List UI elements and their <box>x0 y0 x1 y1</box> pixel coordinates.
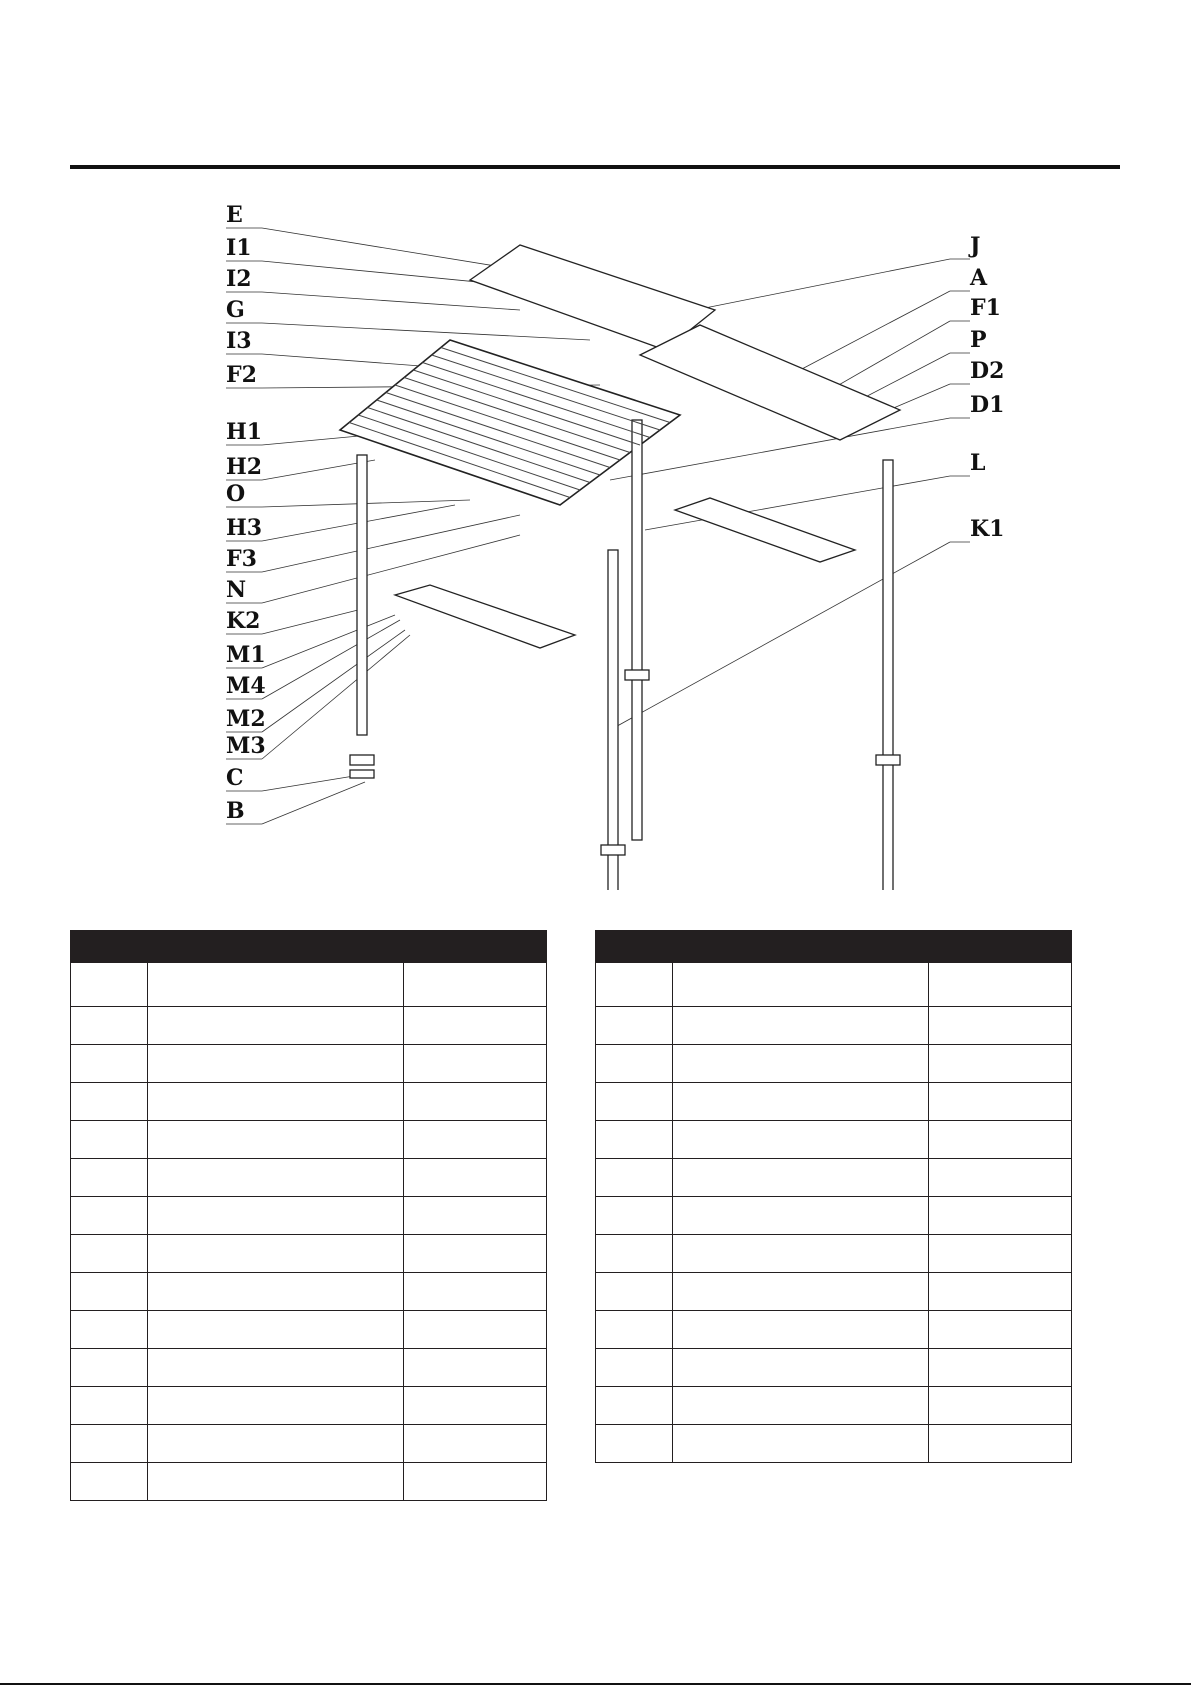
table-cell <box>673 1045 929 1083</box>
part-label: I1 <box>226 235 252 261</box>
table-cell <box>596 1045 673 1083</box>
table-cell <box>148 1311 404 1349</box>
table-cell <box>596 1159 673 1197</box>
leader-line <box>262 323 590 340</box>
table-cell <box>929 1235 1072 1273</box>
table-cell <box>148 1425 404 1463</box>
table-row <box>596 1159 1072 1197</box>
table-row <box>71 1159 547 1197</box>
table-cell <box>71 1463 148 1501</box>
part-label: L <box>970 450 986 476</box>
leader-line <box>610 542 950 730</box>
table-cell <box>929 1349 1072 1387</box>
table-cell <box>596 1235 673 1273</box>
part-label: E <box>226 202 243 228</box>
table-cell <box>148 1387 404 1425</box>
table-row <box>596 1197 1072 1235</box>
table-cell <box>404 1311 547 1349</box>
part-label: F2 <box>226 362 257 388</box>
table-cell <box>71 1425 148 1463</box>
table-cell <box>404 1387 547 1425</box>
table-cell <box>673 1121 929 1159</box>
parts-table-right <box>595 930 1072 1463</box>
leader-line <box>262 435 370 445</box>
table-row <box>596 1425 1072 1463</box>
table-cell <box>71 963 148 1007</box>
table-cell <box>404 1121 547 1159</box>
part-label: B <box>226 798 245 824</box>
table-cell <box>673 963 929 1007</box>
leader-line <box>262 292 520 310</box>
table-row <box>596 1121 1072 1159</box>
table-row <box>71 1045 547 1083</box>
leader-line <box>262 515 520 572</box>
table-cell <box>929 1159 1072 1197</box>
table-cell <box>71 1007 148 1045</box>
part-label: G <box>226 297 245 323</box>
table-cell <box>71 1121 148 1159</box>
table-row <box>596 1311 1072 1349</box>
part-label: D1 <box>970 392 1005 418</box>
table-row <box>71 1121 547 1159</box>
header-cell <box>404 931 547 963</box>
table-cell <box>71 1235 148 1273</box>
table-cell <box>148 1235 404 1273</box>
table-cell <box>596 1311 673 1349</box>
table-cell <box>404 1349 547 1387</box>
part-label: O <box>226 481 246 507</box>
table-row <box>596 1349 1072 1387</box>
table-cell <box>148 1463 404 1501</box>
table-cell <box>148 1197 404 1235</box>
table-row <box>596 1235 1072 1273</box>
table-cell <box>596 1349 673 1387</box>
table-cell <box>71 1083 148 1121</box>
leader-line <box>262 775 360 791</box>
table-cell <box>596 1273 673 1311</box>
part-label: I3 <box>226 328 252 354</box>
table-cell <box>71 1273 148 1311</box>
table-cell <box>596 1121 673 1159</box>
table-cell <box>673 1425 929 1463</box>
table-row <box>71 1349 547 1387</box>
table-row <box>596 1045 1072 1083</box>
table-cell <box>404 1235 547 1273</box>
part-label: D2 <box>970 358 1005 384</box>
table-cell <box>71 1349 148 1387</box>
table-cell <box>929 1083 1072 1121</box>
table-row <box>71 1007 547 1045</box>
table-cell <box>404 963 547 1007</box>
table-row <box>71 1235 547 1273</box>
table-cell <box>71 1197 148 1235</box>
table-cell <box>71 1159 148 1197</box>
part-label: I2 <box>226 266 252 292</box>
table-cell <box>929 1387 1072 1425</box>
table-row <box>71 1273 547 1311</box>
table-cell <box>404 1197 547 1235</box>
table-cell <box>148 1121 404 1159</box>
table-cell <box>929 1007 1072 1045</box>
exploded-assembly-diagram <box>0 190 1191 890</box>
table-row <box>71 963 547 1007</box>
leader-line <box>262 615 395 668</box>
table-cell <box>404 1159 547 1197</box>
table-cell <box>148 1273 404 1311</box>
table-row <box>71 1083 547 1121</box>
table-row <box>71 1197 547 1235</box>
table-cell <box>404 1045 547 1083</box>
table-cell <box>596 1387 673 1425</box>
table-cell <box>148 1349 404 1387</box>
table-cell <box>71 1045 148 1083</box>
table-cell <box>673 1083 929 1121</box>
table-cell <box>596 1425 673 1463</box>
table-cell <box>71 1387 148 1425</box>
part-label: N <box>226 577 247 603</box>
header-cell <box>596 931 673 963</box>
header-cell <box>929 931 1072 963</box>
part-label: H2 <box>226 454 263 480</box>
table-cell <box>148 1007 404 1045</box>
table-cell <box>929 1121 1072 1159</box>
table-row <box>71 1425 547 1463</box>
table-cell <box>673 1007 929 1045</box>
leader-line <box>262 535 520 603</box>
table-cell <box>404 1425 547 1463</box>
leader-line <box>262 635 410 759</box>
table-cell <box>673 1273 929 1311</box>
header-rule <box>70 165 1120 169</box>
header-cell <box>71 931 148 963</box>
table-cell <box>929 1311 1072 1349</box>
table-cell <box>929 1197 1072 1235</box>
part-label: M4 <box>226 673 266 699</box>
table-cell <box>596 1083 673 1121</box>
table-cell <box>929 1273 1072 1311</box>
table-header-row <box>596 931 1072 963</box>
header-cell <box>148 931 404 963</box>
table-cell <box>673 1349 929 1387</box>
table-cell <box>596 963 673 1007</box>
table-row <box>596 1083 1072 1121</box>
part-label: J <box>970 233 981 259</box>
part-label: C <box>226 765 244 791</box>
table-cell <box>404 1083 547 1121</box>
table-cell <box>148 963 404 1007</box>
part-label: M3 <box>226 733 266 759</box>
table-cell <box>596 1007 673 1045</box>
table-row <box>596 1007 1072 1045</box>
table-header-row <box>71 931 547 963</box>
table-cell <box>148 1083 404 1121</box>
leader-line <box>695 259 950 310</box>
table-cell <box>148 1045 404 1083</box>
table-cell <box>929 963 1072 1007</box>
table-cell <box>673 1159 929 1197</box>
table-row <box>596 1273 1072 1311</box>
table-row <box>596 963 1072 1007</box>
table-cell <box>148 1159 404 1197</box>
part-label: H3 <box>226 515 263 541</box>
table-cell <box>673 1387 929 1425</box>
table-cell <box>929 1425 1072 1463</box>
table-cell <box>71 1311 148 1349</box>
table-cell <box>929 1045 1072 1083</box>
table-cell <box>673 1311 929 1349</box>
parts-table-left <box>70 930 547 1501</box>
part-label: H1 <box>226 419 263 445</box>
leader-line <box>262 228 520 270</box>
leader-line <box>262 630 405 732</box>
table-row <box>71 1311 547 1349</box>
table-row <box>71 1463 547 1501</box>
leader-line <box>262 610 358 634</box>
part-label: K2 <box>226 608 261 634</box>
part-label: M1 <box>226 642 266 668</box>
part-label: F1 <box>970 295 1001 321</box>
table-cell <box>673 1197 929 1235</box>
table-cell <box>404 1007 547 1045</box>
part-label: M2 <box>226 706 266 732</box>
part-label: K1 <box>970 516 1005 542</box>
part-label: A <box>970 265 988 291</box>
table-cell <box>404 1273 547 1311</box>
table-cell <box>673 1235 929 1273</box>
header-cell <box>673 931 929 963</box>
table-row <box>71 1387 547 1425</box>
leader-line <box>800 291 950 370</box>
part-label: F3 <box>226 546 257 572</box>
table-cell <box>404 1463 547 1501</box>
leader-line <box>830 321 950 390</box>
table-row <box>596 1387 1072 1425</box>
table-cell <box>596 1197 673 1235</box>
part-label: P <box>970 327 987 353</box>
leader-line <box>645 476 950 530</box>
